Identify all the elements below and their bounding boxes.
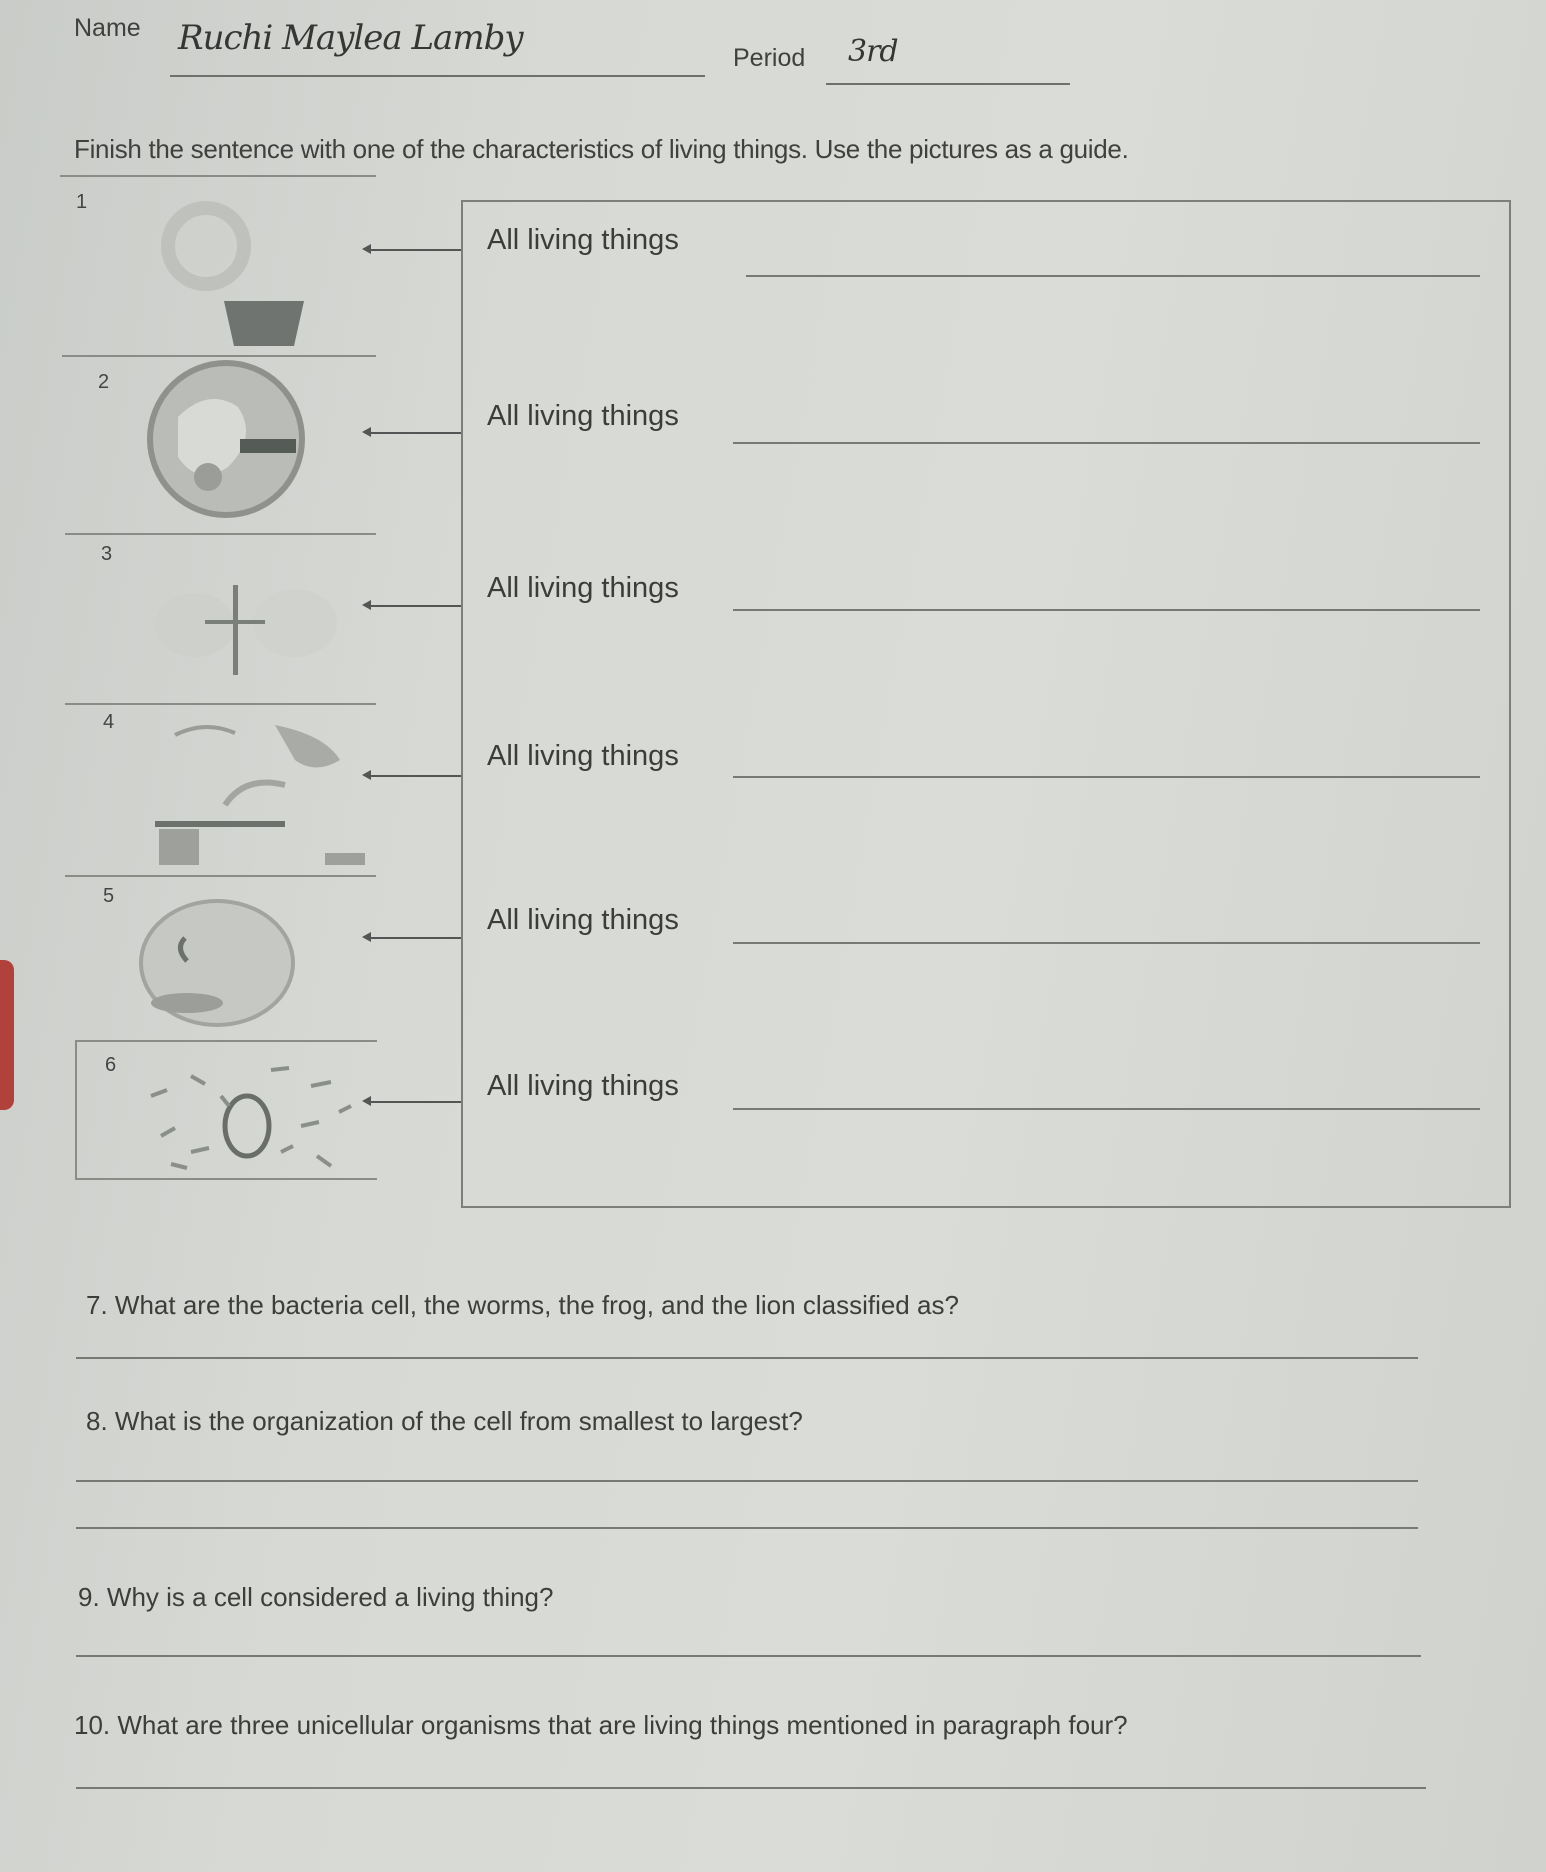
sentence-stem: All living things <box>487 740 679 772</box>
question-9-answer-line[interactable] <box>76 1655 1421 1657</box>
cell-in-dish-icon <box>116 191 316 351</box>
sentence-stem: All living things <box>487 400 679 432</box>
question-number: 10. <box>74 1710 111 1740</box>
instructions: Finish the sentence with one of the characteristics of living things. Use the pictures as a guide. <box>74 134 1129 164</box>
growing-plant-icon <box>135 715 375 875</box>
sentence-answer-line-4[interactable] <box>733 776 1480 778</box>
sentence-stem: All living things <box>487 1070 679 1102</box>
picture-cell-5 <box>65 875 376 1042</box>
sentence-completion-box <box>461 200 1511 1208</box>
question-text: What are three unicellular organisms that are living things mentioned in paragraph four? <box>117 1710 1128 1740</box>
sentence-row-6 <box>487 1070 679 1103</box>
sentence-row-5 <box>487 904 679 937</box>
sentence-answer-line-1[interactable] <box>746 275 1480 277</box>
sentence-answer-line-3[interactable] <box>733 609 1480 611</box>
question-number: 8. <box>86 1406 108 1436</box>
sentence-row-3 <box>487 572 679 605</box>
sentence-answer-line-6[interactable] <box>733 1108 1480 1110</box>
question-7 <box>86 1290 959 1321</box>
item-number: 3 <box>101 543 113 565</box>
arrow-line-5 <box>368 937 461 939</box>
question-text: Why is a cell considered a living thing? <box>106 1582 554 1612</box>
question-number: 9. <box>78 1582 100 1612</box>
sentence-row-1 <box>487 224 679 257</box>
name-answer-line[interactable] <box>170 75 705 77</box>
arrow-line-2 <box>368 432 461 434</box>
arrow-line-4 <box>368 775 461 777</box>
name-label: Name <box>74 14 141 42</box>
question-number: 7. <box>86 1290 108 1320</box>
sentence-stem: All living things <box>487 572 679 604</box>
picture-cell-2 <box>62 355 376 535</box>
sentence-stem: All living things <box>487 224 679 256</box>
period-handwritten-value: 3rd <box>848 34 898 69</box>
question-10-answer-line[interactable] <box>76 1787 1426 1789</box>
item-number: 2 <box>98 371 110 393</box>
picture-cell-3 <box>65 533 376 705</box>
arrow-line-3 <box>368 605 461 607</box>
name-handwritten-value: Ruchi Maylea Lamby <box>178 18 523 58</box>
page-edge-binder-mark <box>0 960 14 1110</box>
period-answer-line[interactable] <box>826 83 1070 85</box>
item-number: 4 <box>103 711 115 733</box>
sentence-stem: All living things <box>487 904 679 936</box>
question-8 <box>86 1406 803 1437</box>
picture-cell-1 <box>60 175 376 357</box>
plant-cell-icon <box>148 357 318 527</box>
question-text: What are the bacteria cell, the worms, the frog, and the lion classified as? <box>114 1290 959 1320</box>
arrow-line-6 <box>368 1101 461 1103</box>
item-number: 1 <box>76 191 88 213</box>
sentence-row-4 <box>487 740 679 773</box>
round-cell-icon <box>127 893 327 1033</box>
question-8-answer-line-1[interactable] <box>76 1480 1418 1482</box>
question-8-answer-line-2[interactable] <box>76 1527 1418 1529</box>
question-10 <box>74 1710 1128 1741</box>
question-9 <box>78 1582 553 1613</box>
period-label: Period <box>733 44 806 72</box>
cell-surrounded-by-particles-icon <box>131 1056 361 1176</box>
dividing-cell-icon <box>145 565 345 695</box>
item-number: 6 <box>105 1054 117 1076</box>
question-7-answer-line[interactable] <box>76 1357 1418 1359</box>
sentence-answer-line-2[interactable] <box>733 442 1480 444</box>
item-number: 5 <box>103 885 115 907</box>
sentence-answer-line-5[interactable] <box>733 942 1480 944</box>
picture-cell-6 <box>75 1040 377 1180</box>
picture-cell-4 <box>65 703 376 877</box>
arrow-line-1 <box>368 249 461 251</box>
question-text: What is the organization of the cell from smallest to largest? <box>114 1406 803 1436</box>
sentence-row-2 <box>487 400 679 433</box>
